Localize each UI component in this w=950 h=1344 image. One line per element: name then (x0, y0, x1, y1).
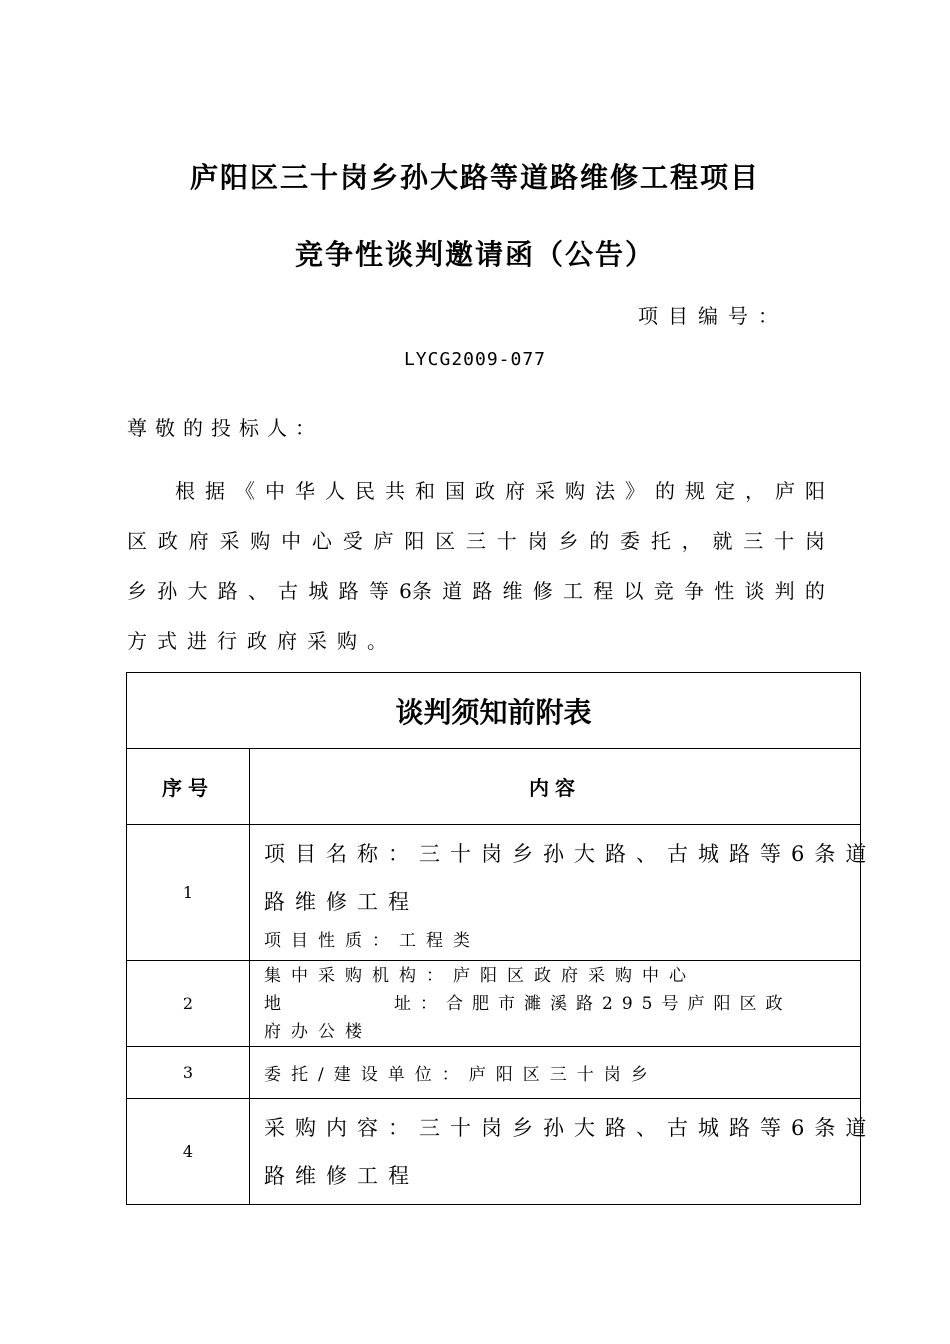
table-caption: 谈判须知前附表 (127, 673, 861, 749)
paragraph-char: 的 (589, 529, 610, 553)
row-number: 1 (127, 825, 250, 961)
paragraph-char: 等 (368, 579, 389, 603)
paragraph-char: 道 (442, 579, 463, 603)
paragraph-char: 受 (342, 529, 363, 553)
paragraph-char: 程 (593, 579, 614, 603)
content-line: 路维修工程 (264, 889, 419, 914)
table-row (127, 961, 861, 1047)
paragraph-char: 十 (496, 529, 517, 553)
paragraph-char: 《 (235, 479, 255, 503)
table-row (127, 825, 861, 961)
paragraph-char: 争 (683, 579, 704, 603)
paragraph-char: 的 (804, 579, 825, 603)
paragraph-char: 区 (127, 529, 147, 553)
paragraph-char: 政 (157, 529, 178, 553)
row-content (250, 961, 861, 1047)
project-number-label: 项目编号： (638, 304, 788, 328)
document-title-line2: 竞争性谈判邀请函（公告） (294, 238, 655, 271)
paragraph-char: 就 (712, 529, 733, 553)
paragraph-char: 庐 (775, 479, 795, 503)
paragraph-char: 民 (355, 479, 375, 503)
paragraph-char: 路 (217, 579, 238, 603)
paragraph-char: 》 (625, 479, 645, 503)
paragraph-char: 根 (175, 479, 195, 503)
paragraph-char: 庐 (373, 529, 394, 553)
salutation: 尊敬的投标人： (127, 416, 323, 440)
paragraph-char: 据 (205, 479, 225, 503)
content-line: 项目性质：工程类 (264, 930, 480, 951)
row-number: 4 (127, 1099, 250, 1205)
paragraph-char: 三 (743, 529, 764, 553)
paragraph-char: 6条 (399, 579, 432, 603)
paragraph-char: 城 (308, 579, 329, 603)
content-line: 地 址：合肥市濉溪路295号庐阳区政 (264, 993, 792, 1014)
paragraph-char: 孙 (157, 579, 178, 603)
content-line: 府办公楼 (264, 1021, 372, 1042)
paragraph-char: 国 (445, 479, 465, 503)
project-number-value: LYCG2009-077 (403, 349, 547, 370)
paragraph-char: 府 (505, 479, 525, 503)
paragraph-char: 心 (311, 529, 332, 553)
content-line: 委托/建设单位：庐阳区三十岗乡 (264, 1065, 658, 1085)
paragraph-line-2 (127, 525, 825, 554)
row-content (250, 1099, 877, 1205)
paragraph-line-1 (175, 475, 825, 504)
paragraph-char: 采 (219, 529, 240, 553)
paragraph-char: 工 (563, 579, 584, 603)
paragraph-char: 和 (415, 479, 435, 503)
paragraph-char: 华 (295, 479, 315, 503)
column-header-number: 序号 (127, 749, 250, 825)
paragraph-char: 中 (265, 479, 285, 503)
table-row (127, 1047, 861, 1099)
paragraph-char: 大 (187, 579, 208, 603)
paragraph-char: 竞 (653, 579, 674, 603)
paragraph-char: 岗 (527, 529, 548, 553)
paragraph-char: 购 (565, 479, 585, 503)
paragraph-char: 谈 (744, 579, 765, 603)
content-line: 集中采购机构：庐阳区政府采购中心 (264, 965, 696, 986)
paragraph-char: 乡 (558, 529, 579, 553)
row-content (250, 825, 877, 961)
paragraph-char: 政 (475, 479, 495, 503)
paragraph-char: 购 (250, 529, 271, 553)
paragraph-char: 十 (774, 529, 795, 553)
document-title-line1: 庐阳区三十岗乡孙大路等道路维修工程项目 (189, 161, 760, 194)
paragraph-char: 府 (188, 529, 209, 553)
paragraph-char: 、 (247, 579, 268, 603)
paragraph-char: 的 (655, 479, 675, 503)
paragraph-char: 判 (774, 579, 795, 603)
paragraph-line-4: 方式进行政府采购。 (127, 629, 397, 653)
paragraph-char: 乡 (127, 579, 147, 603)
paragraph-char: ， (745, 479, 765, 503)
paragraph-char: 古 (278, 579, 299, 603)
paragraph-char: 阳 (805, 479, 825, 503)
paragraph-line-3 (127, 575, 825, 604)
paragraph-char: 维 (502, 579, 523, 603)
column-header-content: 内容 (250, 749, 861, 825)
paragraph-char: 修 (532, 579, 553, 603)
paragraph-char: 以 (623, 579, 644, 603)
paragraph-char: 区 (435, 529, 456, 553)
content-line: 路维修工程 (264, 1163, 419, 1188)
paragraph-char: 路 (472, 579, 493, 603)
row-number: 3 (127, 1047, 250, 1099)
table-row (127, 1099, 861, 1205)
paragraph-char: 托 (650, 529, 671, 553)
paragraph-char: 阳 (404, 529, 425, 553)
paragraph-char: 定 (715, 479, 735, 503)
paragraph-char: 中 (281, 529, 302, 553)
paragraph-char: 采 (535, 479, 555, 503)
content-line: 采购内容：三十岗乡孙大路、古城路等6条道 (264, 1115, 877, 1140)
paragraph-char: 法 (595, 479, 615, 503)
paragraph-char: 三 (465, 529, 486, 553)
paragraph-char: 路 (338, 579, 359, 603)
row-number: 2 (127, 961, 250, 1047)
paragraph-char: 规 (685, 479, 705, 503)
content-line: 项目名称：三十岗乡孙大路、古城路等6条道 (264, 841, 877, 866)
paragraph-char: 岗 (804, 529, 825, 553)
row-content (250, 1047, 861, 1099)
notice-appendix-table (126, 672, 877, 1205)
paragraph-char: 委 (620, 529, 640, 553)
paragraph-char: 人 (325, 479, 345, 503)
paragraph-char: 性 (714, 579, 735, 603)
paragraph-char: 共 (385, 479, 405, 503)
paragraph-char: ， (681, 529, 702, 553)
